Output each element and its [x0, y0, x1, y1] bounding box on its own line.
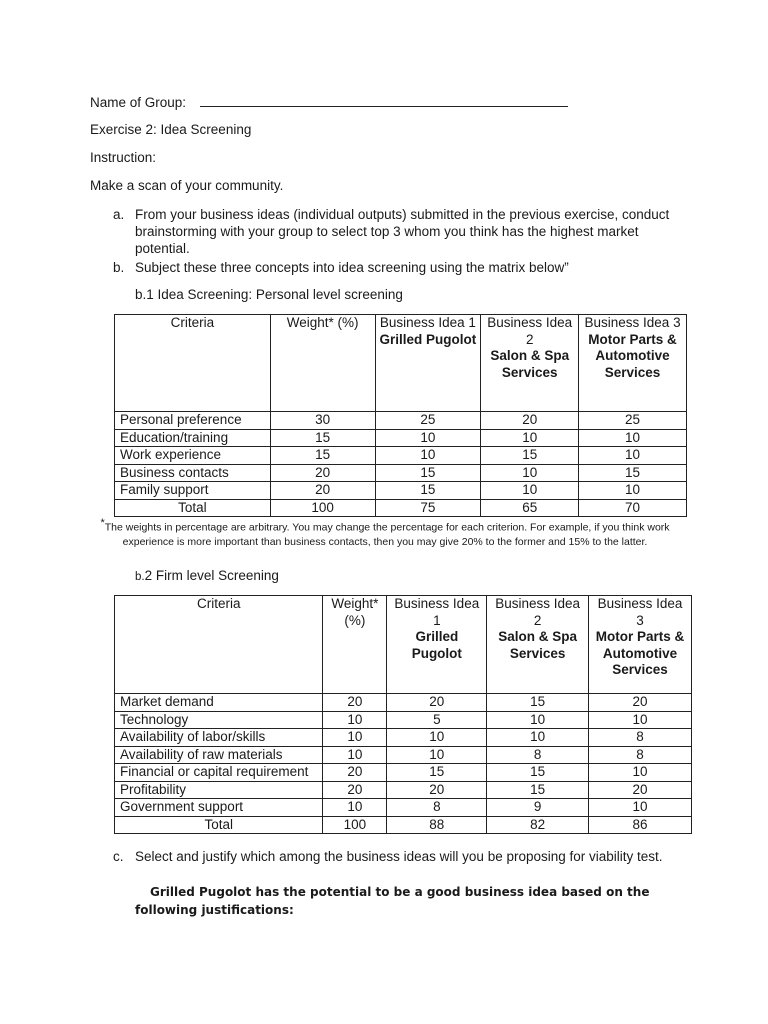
idea2-cell: 10 — [481, 464, 579, 482]
idea1-cell: 10 — [387, 729, 487, 747]
criteria-cell: Work experience — [115, 447, 271, 465]
table-row — [115, 711, 692, 729]
table-row — [115, 429, 687, 447]
idea1-name: Grilled Pugolot — [379, 331, 477, 347]
header-idea1 — [387, 596, 487, 694]
weight-cell: 10 — [323, 746, 387, 764]
idea1-cell: 75 — [375, 499, 481, 517]
list-marker: b. — [113, 260, 125, 275]
list-item — [113, 848, 673, 865]
list-text: Subject these three concepts into idea screening using the matrix below” — [135, 260, 569, 275]
header-criteria: Criteria — [115, 315, 271, 412]
criteria-cell: Availability of raw materials — [115, 746, 323, 764]
criteria-cell: Availability of labor/skills — [115, 729, 323, 747]
firm-screening-title — [135, 568, 279, 583]
idea3-name: Motor Parts & Automotive Services — [595, 629, 685, 677]
weight-cell: 100 — [270, 499, 375, 517]
idea3-cell: 10 — [589, 711, 692, 729]
table-row — [115, 694, 692, 712]
idea1-cell: 10 — [375, 447, 481, 465]
idea2-cell: 10 — [481, 482, 579, 500]
idea1-cell: 10 — [387, 746, 487, 764]
criteria-cell: Personal preference — [115, 412, 271, 430]
idea2-cell: 15 — [487, 764, 589, 782]
idea2-name: Salon & Spa Services — [490, 348, 570, 380]
weight-cell: 15 — [270, 429, 375, 447]
firm-title-text: 2 Firm level Screening — [144, 568, 279, 583]
idea2-cell: 10 — [481, 429, 579, 447]
weight-cell: 20 — [323, 764, 387, 782]
justification-text — [135, 883, 655, 919]
weight-cell: 20 — [323, 781, 387, 799]
table-header-row — [115, 315, 687, 412]
table-row — [115, 781, 692, 799]
idea2-label: Business Idea 2 — [495, 596, 581, 628]
instruction-list — [113, 206, 673, 278]
table-row — [115, 799, 692, 817]
idea1-cell: 25 — [375, 412, 481, 430]
group-name-blank[interactable] — [200, 93, 568, 107]
idea2-name: Salon & Spa Services — [498, 629, 578, 661]
idea1-cell: 5 — [387, 711, 487, 729]
table-row — [115, 746, 692, 764]
header-weight: Weight* (%) — [323, 596, 387, 694]
criteria-cell: Technology — [115, 711, 323, 729]
idea3-cell: 20 — [589, 781, 692, 799]
group-name-label: Name of Group: — [90, 95, 187, 110]
total-row — [115, 816, 692, 834]
weight-cell: 20 — [270, 464, 375, 482]
item-c — [113, 848, 673, 867]
idea3-cell: 10 — [579, 482, 687, 500]
idea3-name: Motor Parts & Automotive Services — [588, 331, 677, 380]
idea3-label: Business Idea 3 — [597, 596, 683, 628]
idea2-cell: 65 — [481, 499, 579, 517]
footnote-text: The weights in percentage are arbitrary. You may change the percentage for each criterion. For example, if you think work experience is more important than business contacts, then you may give 20% to the former and 15% to the latter. — [104, 521, 670, 548]
firm-screening-table — [114, 595, 692, 834]
idea3-cell: 25 — [579, 412, 687, 430]
idea2-cell: 10 — [487, 729, 589, 747]
instruction-label: Instruction: — [90, 150, 157, 165]
weight-cell: 10 — [323, 711, 387, 729]
idea3-cell: 8 — [589, 746, 692, 764]
idea1-cell: 20 — [387, 781, 487, 799]
list-marker: a. — [113, 207, 125, 222]
idea1-cell: 15 — [387, 764, 487, 782]
footnote-mark: * — [100, 517, 105, 529]
idea1-cell: 20 — [387, 694, 487, 712]
total-row — [115, 499, 687, 517]
idea2-cell: 15 — [481, 447, 579, 465]
idea3-cell: 15 — [579, 464, 687, 482]
idea3-cell: 86 — [589, 816, 692, 834]
table-header-row — [115, 596, 692, 694]
header-idea3 — [579, 315, 687, 412]
table-row — [115, 447, 687, 465]
idea2-cell: 15 — [487, 694, 589, 712]
idea3-cell: 10 — [579, 429, 687, 447]
idea3-cell: 10 — [589, 764, 692, 782]
idea1-label: Business Idea 1 — [394, 596, 480, 628]
idea1-name: Grilled Pugolot — [411, 629, 462, 661]
criteria-cell: Profitability — [115, 781, 323, 799]
idea2-cell: 20 — [481, 412, 579, 430]
header-idea1 — [375, 315, 481, 412]
firm-title-prefix: b. — [135, 571, 145, 583]
idea1-label: Business Idea 1 — [379, 315, 476, 330]
table-row — [115, 412, 687, 430]
list-item — [113, 206, 673, 257]
weight-cell: 20 — [323, 694, 387, 712]
justification-paragraph: Grilled Pugolot has the potential to be a good business idea based on the following justifications: — [135, 885, 650, 917]
weight-cell: 15 — [270, 447, 375, 465]
weights-footnote — [95, 516, 675, 549]
personal-screening-title: b.1 Idea Screening: Personal level screening — [135, 287, 403, 302]
weight-cell: 100 — [323, 816, 387, 834]
idea1-cell: 15 — [375, 464, 481, 482]
idea3-cell: 8 — [589, 729, 692, 747]
scan-instruction: Make a scan of your community. — [90, 178, 284, 193]
table-row — [115, 729, 692, 747]
criteria-cell: Market demand — [115, 694, 323, 712]
weight-cell: 20 — [270, 482, 375, 500]
idea2-cell: 15 — [487, 781, 589, 799]
idea2-label: Business Idea 2 — [487, 315, 573, 347]
header-idea3 — [589, 596, 692, 694]
list-text: Select and justify which among the business ideas will you be proposing for viability test. — [135, 849, 663, 864]
weight-cell: 10 — [323, 799, 387, 817]
idea2-cell: 10 — [487, 711, 589, 729]
criteria-cell: Financial or capital requirement — [115, 764, 323, 782]
list-marker: c. — [113, 849, 124, 864]
weight-cell: 30 — [270, 412, 375, 430]
table-row — [115, 764, 692, 782]
table-row — [115, 464, 687, 482]
idea3-cell: 70 — [579, 499, 687, 517]
total-label: Total — [115, 499, 271, 517]
idea3-label: Business Idea 3 — [584, 315, 681, 330]
header-idea2 — [487, 596, 589, 694]
list-text: From your business ideas (individual outputs) submitted in the previous exercise, conduct brainstorming with your group to select top 3 whom you think has the highest market potential. — [135, 207, 670, 256]
table-row — [115, 482, 687, 500]
weight-cell: 10 — [323, 729, 387, 747]
idea1-cell: 88 — [387, 816, 487, 834]
criteria-cell: Family support — [115, 482, 271, 500]
total-label: Total — [115, 816, 323, 834]
idea2-cell: 82 — [487, 816, 589, 834]
header-weight: Weight* (%) — [270, 315, 375, 412]
idea3-cell: 20 — [589, 694, 692, 712]
idea2-cell: 9 — [487, 799, 589, 817]
criteria-cell: Education/training — [115, 429, 271, 447]
criteria-cell: Business contacts — [115, 464, 271, 482]
idea1-cell: 8 — [387, 799, 487, 817]
header-idea2 — [481, 315, 579, 412]
exercise-title: Exercise 2: Idea Screening — [90, 122, 252, 137]
idea3-cell: 10 — [579, 447, 687, 465]
list-item — [113, 259, 673, 276]
personal-screening-table — [114, 314, 687, 517]
idea2-cell: 8 — [487, 746, 589, 764]
idea1-cell: 15 — [375, 482, 481, 500]
group-name-line — [90, 93, 568, 110]
idea3-cell: 10 — [589, 799, 692, 817]
criteria-cell: Government support — [115, 799, 323, 817]
idea1-cell: 10 — [375, 429, 481, 447]
header-criteria: Criteria — [115, 596, 323, 694]
